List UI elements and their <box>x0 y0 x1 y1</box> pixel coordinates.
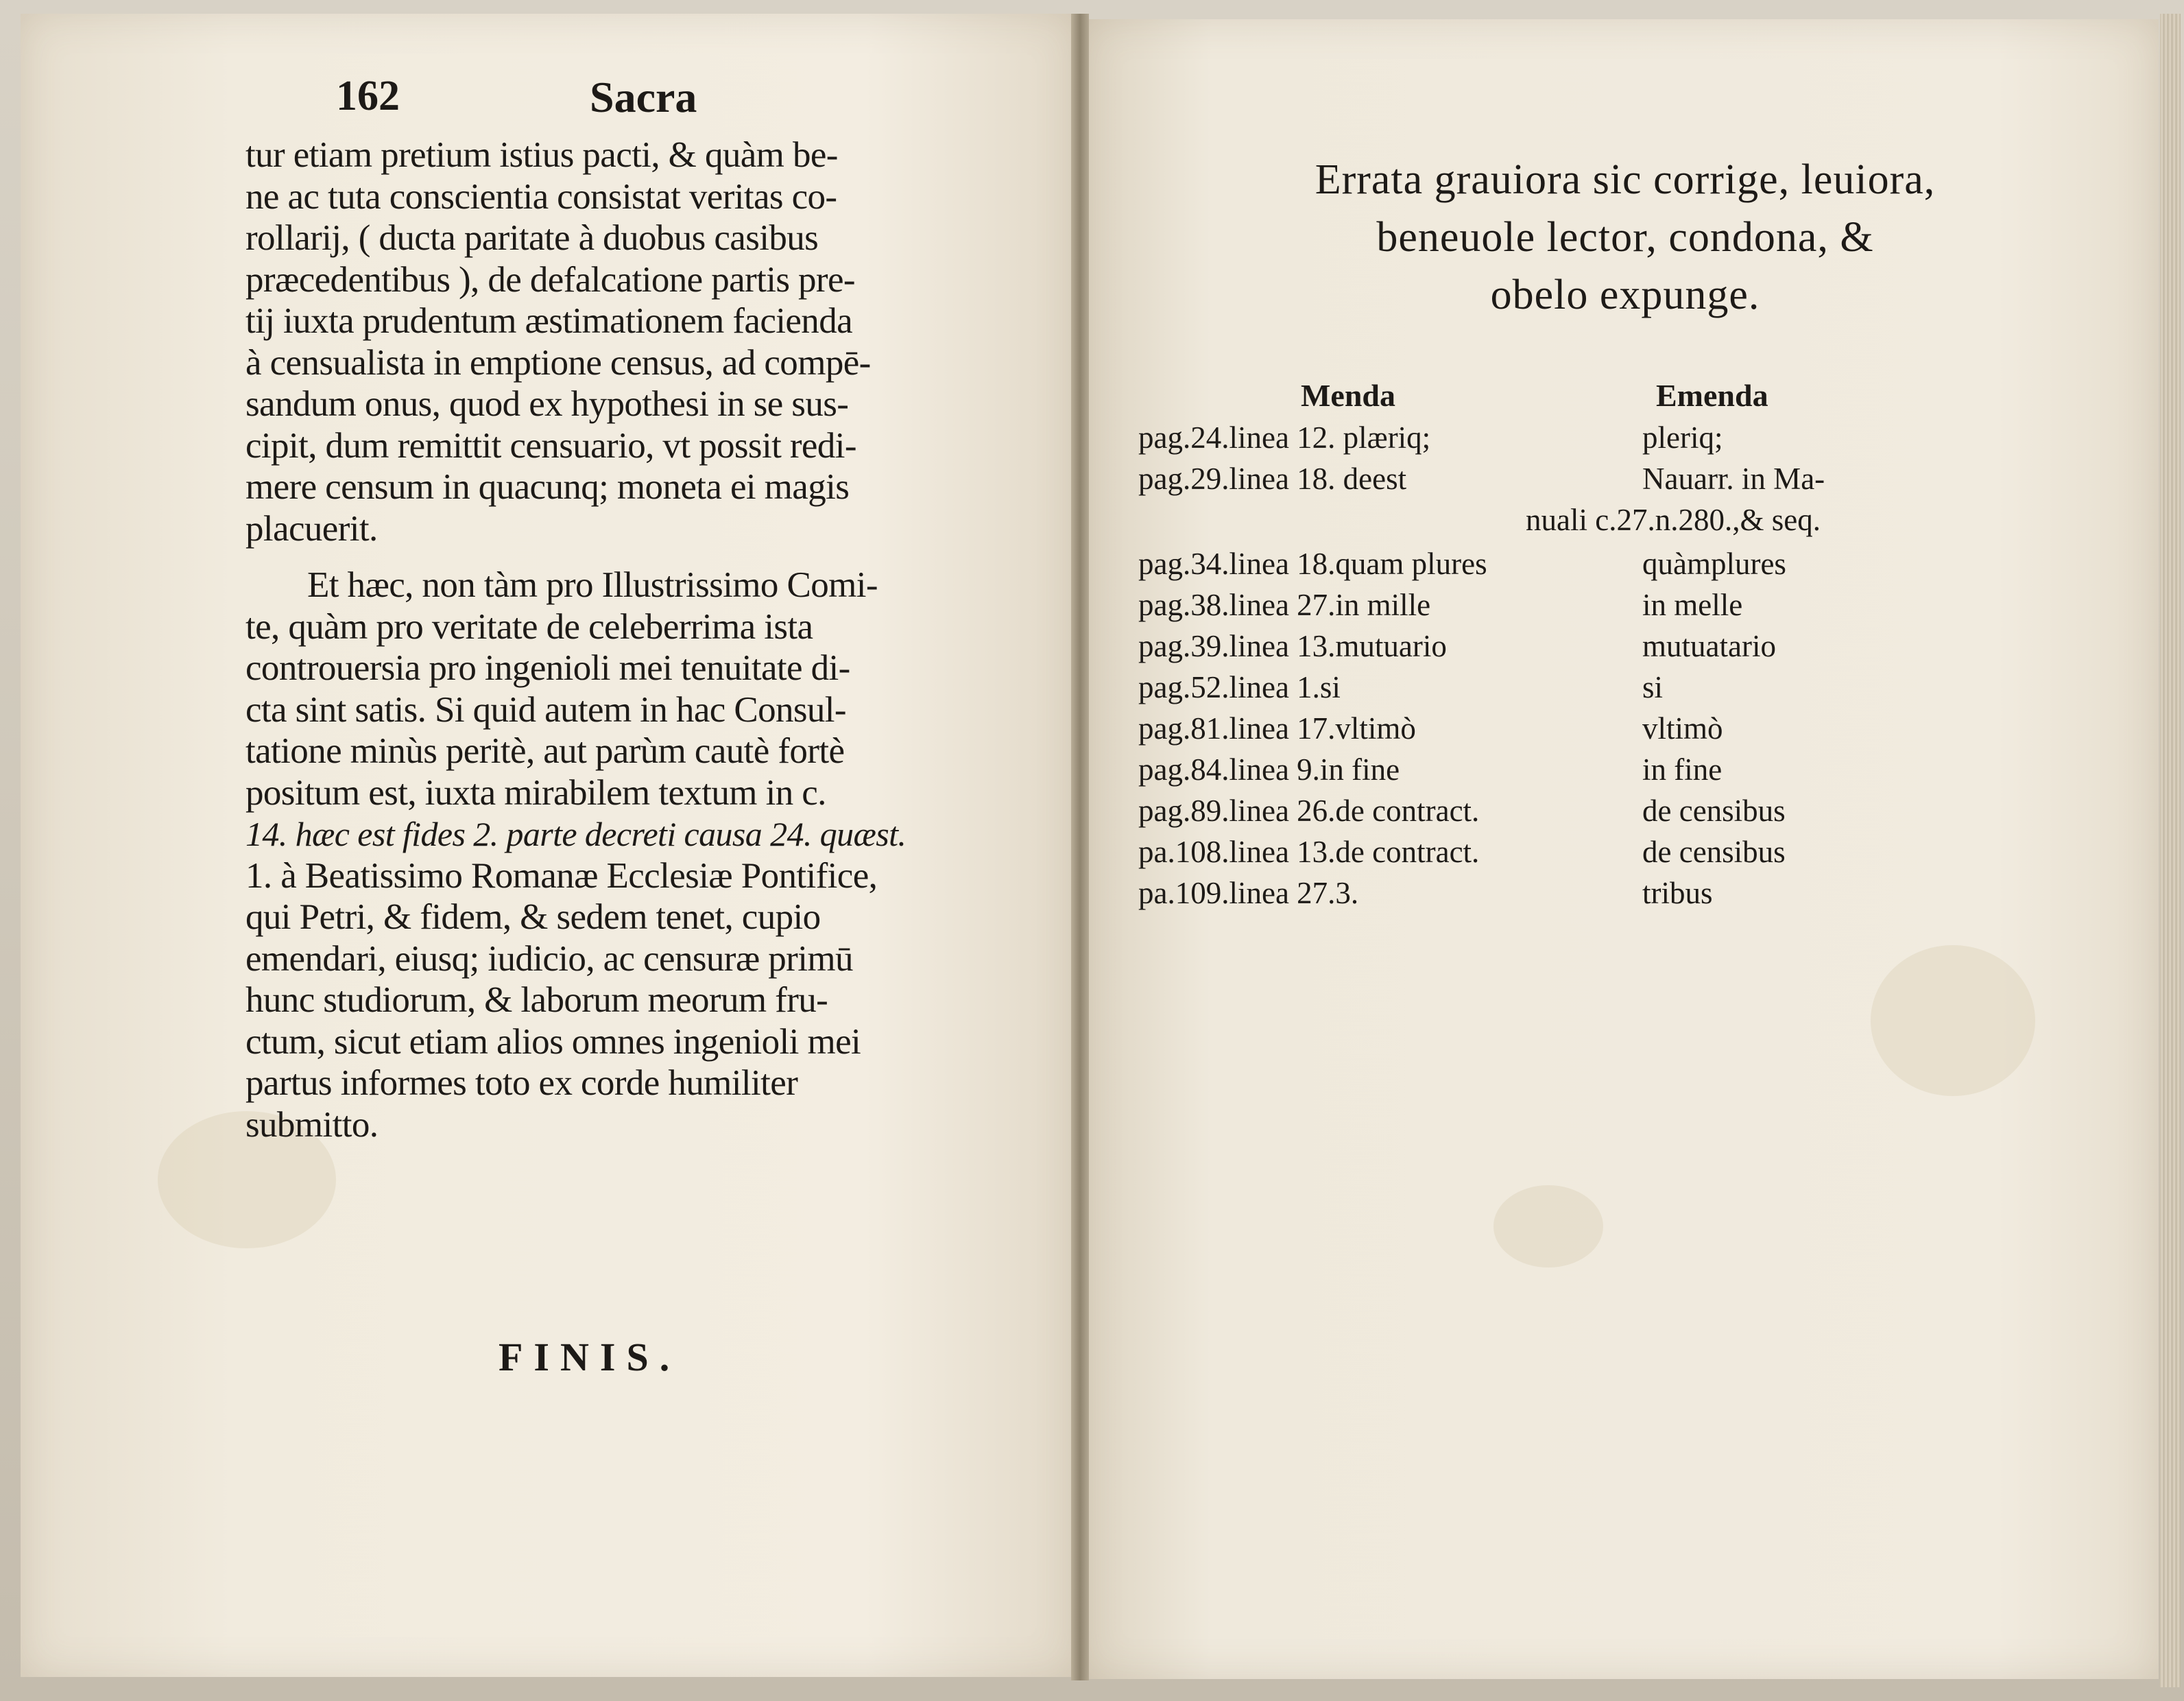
text-line: submitto. <box>245 1104 379 1145</box>
page-number: 162 <box>336 73 400 119</box>
emenda-column-header: Emenda <box>1656 378 1768 413</box>
text-line: præcedentibus ), de defalcatione partis pre- <box>245 259 855 300</box>
text-line: hunc studiorum, & laborum meorum fru- <box>245 980 828 1020</box>
citation-line: 14. hæc est fides 2. parte decreti causa 24. quæst. <box>245 815 907 853</box>
text-line: te, quàm pro veritate de celeberrima ista <box>245 606 813 647</box>
paper-stain <box>1493 1185 1603 1268</box>
emenda-cell: de censibus <box>1642 794 1786 828</box>
text-line: à censualista in emptione census, ad compē- <box>245 342 871 383</box>
menda-cell: pag.29.linea 18. deest <box>1138 462 1407 496</box>
paper-stain <box>1871 945 2035 1096</box>
text-line: tij iuxta prudentum æstimationem facienda <box>245 301 853 341</box>
text-line: rollarij, ( ducta paritate à duobus casibus <box>245 218 819 258</box>
errata-heading-line: beneuole lector, condona, & <box>1376 214 1874 261</box>
text-line: tatione minùs peritè, aut parùm cautè fortè <box>245 731 845 771</box>
menda-cell: pa.108.linea 13.de contract. <box>1138 835 1480 869</box>
errata-row <box>1138 420 1920 461</box>
errata-row <box>1138 461 1920 502</box>
menda-cell: pag.39.linea 13.mutuario <box>1138 629 1447 663</box>
errata-row <box>1138 752 1920 793</box>
errata-row <box>1138 834 1920 875</box>
text-line: emendari, eiusq; iudicio, ac censuræ primū <box>245 938 853 979</box>
menda-cell: pag.81.linea 17.vltimò <box>1138 711 1416 746</box>
errata-row <box>1138 875 1920 916</box>
menda-cell: pag.52.linea 1.si <box>1138 670 1341 704</box>
emenda-cell: si <box>1642 670 1664 704</box>
errata-row <box>1138 793 1920 834</box>
menda-cell: pag.84.linea 9.in fine <box>1138 752 1400 787</box>
text-line: mere censum in quacunq; moneta ei magis <box>245 467 850 507</box>
text-line: cta sint satis. Si quid autem in hac Consul- <box>245 689 846 730</box>
text-line: partus informes toto ex corde humiliter <box>245 1063 798 1103</box>
emenda-cell: quàmplures <box>1642 547 1786 581</box>
left-page-body <box>245 134 1013 1145</box>
book-gutter <box>1071 14 1089 1680</box>
emenda-continuation-cell: nuali c.27.n.280.,& seq. <box>1526 503 1821 537</box>
emenda-cell: pleriq; <box>1642 420 1723 455</box>
menda-column-header: Menda <box>1301 378 1395 413</box>
text-line: 1. à Beatissimo Romanæ Ecclesiæ Pontifice, <box>245 855 878 896</box>
text-line: qui Petri, & fidem, & sedem tenet, cupio <box>245 897 821 937</box>
menda-cell: pag.34.linea 18.quam plures <box>1138 547 1487 581</box>
errata-row <box>1138 628 1920 669</box>
emenda-cell: mutuatario <box>1642 629 1776 663</box>
page-edges <box>2160 14 2181 1687</box>
text-line: ctum, sicut etiam alios omnes ingenioli mei <box>245 1021 861 1062</box>
errata-heading-line: Errata grauiora sic corrige, leuiora, <box>1315 156 1936 203</box>
text-line: ne ac tuta conscientia consistat veritas co- <box>245 176 837 217</box>
errata-row <box>1138 669 1920 711</box>
errata-row <box>1138 546 1920 587</box>
menda-cell: pag.24.linea 12. plæriq; <box>1138 420 1431 455</box>
running-title: Sacra <box>590 73 697 121</box>
text-line: placuerit. <box>245 508 378 549</box>
menda-cell: pag.38.linea 27.in mille <box>1138 588 1431 622</box>
emenda-cell: in fine <box>1642 752 1723 787</box>
errata-row <box>1138 587 1920 628</box>
paragraph-first-line: Et hæc, non tàm pro Illustrissimo Comi- <box>307 565 878 605</box>
emenda-cell: tribus <box>1642 876 1713 910</box>
text-line: controuersia pro ingenioli mei tenuitate di- <box>245 648 850 688</box>
errata-heading <box>1131 151 2119 324</box>
errata-heading-line: obelo expunge. <box>1490 272 1760 318</box>
menda-cell: pag.89.linea 26.de contract. <box>1138 794 1480 828</box>
finis-label: FINIS. <box>499 1335 681 1379</box>
errata-row <box>1138 711 1920 752</box>
emenda-cell: vltimò <box>1642 711 1723 746</box>
running-head <box>336 72 720 127</box>
emenda-cell: Nauarr. in Ma- <box>1642 462 1825 496</box>
emenda-cell: de censibus <box>1642 835 1786 869</box>
text-line: positum est, iuxta mirabilem textum in c. <box>245 772 826 813</box>
text-line: sandum onus, quod ex hypothesi in se sus- <box>245 384 849 424</box>
text-line: tur etiam pretium istius pacti, & quàm be- <box>245 135 838 175</box>
text-line: cipit, dum remittit censuario, vt possit redi- <box>245 425 856 466</box>
menda-cell: pa.109.linea 27.3. <box>1138 876 1359 910</box>
errata-row-continuation <box>1138 502 1920 543</box>
emenda-cell: in melle <box>1642 588 1743 622</box>
